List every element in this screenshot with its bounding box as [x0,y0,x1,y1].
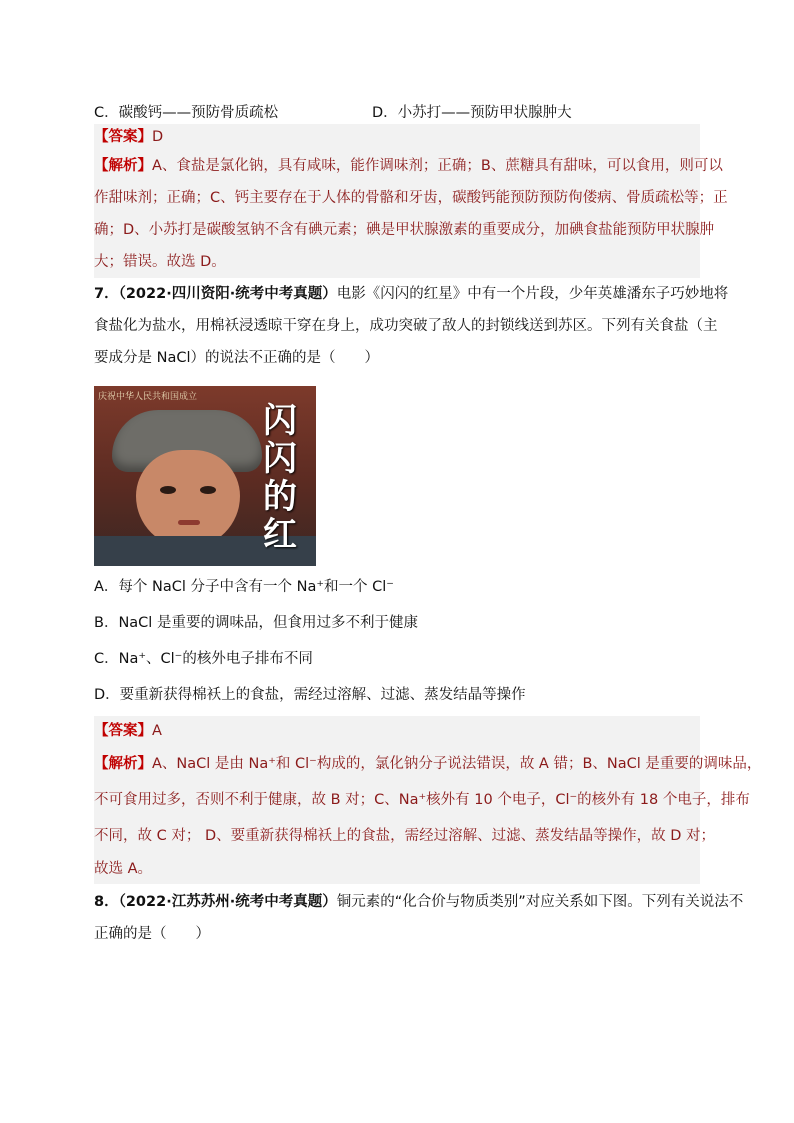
poster-title-char: 闪 [263,439,297,479]
q6-explain-text-1: A、食盐是氯化钠，具有咸味，能作调味剂；正确；B、蔗糖具有甜味，可以食用，则可以 [152,158,723,174]
q8-text-1: 铜元素的“化合价与物质类别”对应关系如下图。下列有关说法不 [336,894,744,910]
q7-heading: 7．（2022·四川资阳·统考中考真题） [94,286,337,302]
q7-line-2: 食盐化为盐水，用棉袄浸透晾干穿在身上，成功突破了敌人的封锁线送到苏区。下列有关食盐（主 [94,318,718,334]
q7-line-3: 要成分是 NaCl）的说法不正确的是（ ） [94,350,379,366]
q6-option-d: D．小苏打——预防甲状腺肿大 [372,104,572,121]
q6-explain-line-3: 确；D、小苏打是碳酸氢钠不含有碘元素；碘是甲状腺激素的重要成分，加碘食盐能预防甲状腺肿 [94,222,715,238]
poster-eye-left [160,486,176,494]
q6-answer-box [94,124,728,278]
q8-heading: 8．（2022·江苏苏州·统考中考真题） [94,894,337,910]
q6-options-row [94,98,700,124]
poster-face [136,450,240,548]
q6-option-c: C．碳酸钙——预防骨质疏松 [94,104,279,121]
q7-text-1: 电影《闪闪的红星》中有一个片段，少年英雄潘东子巧妙地将 [336,286,729,302]
q7-option-b: B．NaCl 是重要的调味品，但食用过多不利于健康 [94,615,418,631]
q7-explain-text-1: A、NaCl 是由 Na⁺和 Cl⁻构成的，氯化钠分子说法错误，故 A 错；B、NaCl 是重要的调味品， [152,756,762,772]
q6-explain-tag: 【解析】 [94,158,152,174]
movie-poster-image [94,386,316,562]
q7-option-c: C．Na⁺、Cl⁻的核外电子排布不同 [94,651,313,667]
q6-answer-line [94,124,700,150]
poster-title [258,402,302,554]
q7-option-d: D．要重新获得棉袄上的食盐，需经过溶解、过滤、蒸发结晶等操作 [94,687,526,703]
q6-explain-line-2: 作甜味剂；正确；C、钙主要存在于人体的骨骼和牙齿，碳酸钙能预防预防佝偻病、骨质疏松等；正 [94,190,728,206]
poster-title-char: 闪 [263,401,297,441]
q7-answer-line [94,716,700,746]
poster-title-char: 红 [263,515,297,555]
q7-explain-line-1 [94,746,762,782]
page-content [94,98,762,950]
q7-explain-line-2: 不可食用过多，否则不利于健康，故 B 对；C、Na⁺核外有 10 个电子，Cl⁻的核外有 18 个电子，排布 [94,792,750,808]
q7-answer-tag: 【答案】 [94,723,152,739]
poster-title-char: 的 [263,477,297,517]
q7-option-a: A．每个 NaCl 分子中含有一个 Na⁺和一个 Cl⁻ [94,579,394,595]
q7-explain-line-4: 故选 A。 [94,861,153,877]
q6-answer-tag: 【答案】 [94,129,152,145]
poster-banner: 庆祝中华人民共和国成立 [98,392,198,402]
q8-line-1 [94,886,744,918]
poster-mouth [178,520,200,525]
q6-answer-value: D [152,129,164,145]
q6-explain-line-4: 大；错误。故选 D。 [94,254,226,270]
poster-eye-right [200,486,216,494]
q7-explain-tag: 【解析】 [94,756,152,772]
q6-explain-line-1 [94,150,723,182]
q8-line-2: 正确的是（ ） [94,926,210,942]
q7-answer-value: A [152,723,162,739]
q7-answer-box [94,716,762,884]
q7-line-1 [94,278,729,310]
q7-explain-line-3: 不同，故 C 对； D、要重新获得棉袄上的食盐，需经过溶解、过滤、蒸发结晶等操作，故 D 对； [94,828,715,844]
